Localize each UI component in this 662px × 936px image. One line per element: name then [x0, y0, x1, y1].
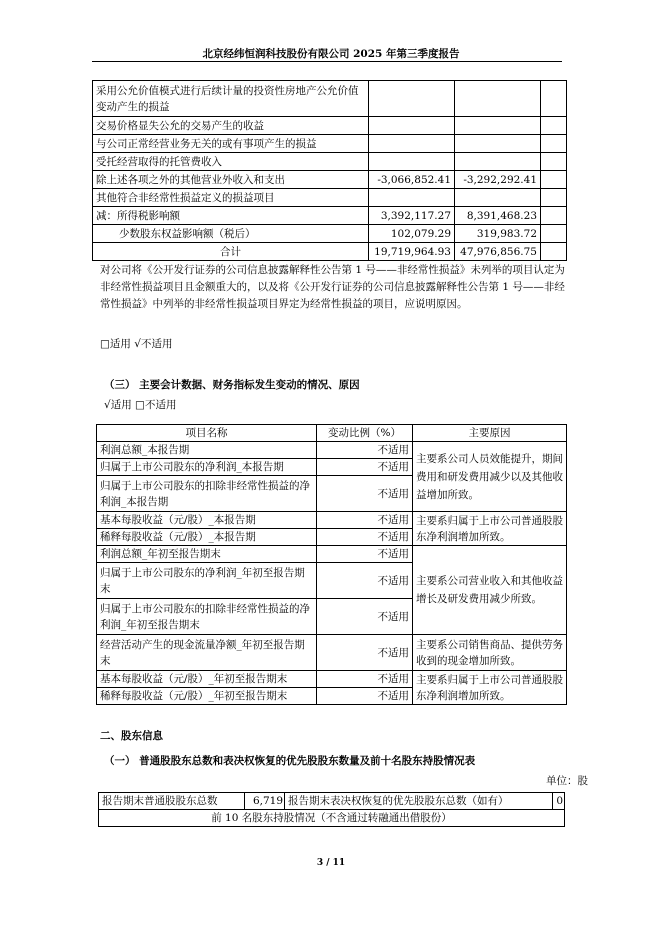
indicator-name: 利润总额_年初至报告期末 — [97, 546, 317, 563]
current-period-value — [369, 153, 455, 171]
indicator-name: 经营活动产生的现金流量净额_年初至报告期末 — [97, 635, 317, 671]
change-ratio: 不适用 — [317, 459, 413, 476]
current-period-value: 3,392,117.27 — [369, 207, 455, 225]
main-reason: 主要系归属于上市公司普通股股东净利润增加所致。 — [413, 512, 567, 546]
item-label: 其他符合非经常性损益定义的损益项目 — [93, 189, 369, 207]
item-note — [541, 243, 567, 261]
item-label: 采用公允价值模式进行后续计量的投资性房地产公允价值变动产生的损益 — [93, 81, 369, 117]
common-shareholders-label: 报告期末普通股股东总数 — [99, 793, 245, 810]
main-reason: 主要系公司销售商品、提供劳务收到的现金增加所致。 — [413, 635, 567, 671]
ytd-value — [455, 189, 541, 207]
change-ratio: 不适用 — [317, 635, 413, 671]
table-row — [99, 810, 565, 827]
common-shareholders-value: 6,719 — [245, 793, 285, 810]
key-indicator-change-table — [96, 424, 567, 705]
table-row — [93, 135, 567, 153]
page-header: 北京经纬恒润科技股份有限公司 2025 年第三季度报告 — [202, 48, 460, 60]
item-note — [541, 189, 567, 207]
indicator-name: 归属于上市公司股东的扣除非经常性损益的净利润_本报告期 — [97, 476, 317, 512]
ytd-value: -3,292,292.41 — [455, 171, 541, 189]
table-row — [99, 793, 565, 810]
table-row — [93, 189, 567, 207]
table-row — [93, 117, 567, 135]
indicator-name: 稀释每股收益（元/股）_本报告期 — [97, 529, 317, 546]
preferred-shareholders-value: 0 — [553, 793, 565, 810]
indicator-name: 归属于上市公司股东的净利润_年初至报告期末 — [97, 563, 317, 599]
table-row — [93, 171, 567, 189]
change-ratio: 不适用 — [317, 563, 413, 599]
header-item-name: 项目名称 — [97, 425, 317, 442]
ytd-value — [455, 81, 541, 117]
change-ratio: 不适用 — [317, 529, 413, 546]
table-row — [97, 512, 567, 529]
main-reason: 主要系归属于上市公司普通股股东净利润增加所致。 — [413, 671, 567, 705]
top10-shareholders-caption: 前 10 名股东持股情况（不含通过转融通出借股份） — [99, 810, 565, 827]
preferred-shareholders-label: 报告期末表决权恢复的优先股股东总数（如有） — [285, 793, 553, 810]
current-period-value: 19,719,964.93 — [369, 243, 455, 261]
item-label: 除上述各项之外的其他营业外收入和支出 — [93, 171, 369, 189]
ytd-value — [455, 135, 541, 153]
change-ratio: 不适用 — [317, 546, 413, 563]
item-note — [541, 117, 567, 135]
change-ratio: 不适用 — [317, 599, 413, 635]
total-label: 合计 — [93, 243, 369, 261]
table-header-row — [97, 425, 567, 442]
item-label: 交易价格显失公允的交易产生的收益 — [93, 117, 369, 135]
current-period-value — [369, 81, 455, 117]
main-reason: 主要系公司人员效能提升，期间费用和研发费用减少以及其他收益增加所致。 — [413, 442, 567, 512]
applicable-checkbox-2: √适用 □不适用 — [104, 399, 177, 411]
table-row — [97, 546, 567, 563]
current-period-value — [369, 117, 455, 135]
header-divider — [92, 61, 562, 62]
ytd-value: 47,976,856.75 — [455, 243, 541, 261]
item-label: 少数股东权益影响额（税后） — [93, 225, 369, 243]
item-note — [541, 207, 567, 225]
change-ratio: 不适用 — [317, 512, 413, 529]
ytd-value — [455, 153, 541, 171]
change-ratio: 不适用 — [317, 476, 413, 512]
table-row — [97, 671, 567, 688]
ytd-value: 319,983.72 — [455, 225, 541, 243]
item-note — [541, 153, 567, 171]
item-label: 受托经营取得的托管费收入 — [93, 153, 369, 171]
unit-label: 单位：股 — [546, 775, 588, 787]
non-recurring-items-table — [92, 80, 567, 261]
section-3-title: （三） 主要会计数据、财务指标发生变动的情况、原因 — [104, 379, 360, 391]
item-note — [541, 171, 567, 189]
explanation-paragraph: 对公司将《公开发行证券的公司信息披露解释性公告第 1 号——非经常性损益》未列举的项目认定为非经常性损益项目且金额重大的，以及将《公开发行证券的公司信息披露解释性公告第 1 号——非经常性损益》中列举的非经常性损益项目界定为经常性损益的项目，应说明原因。 — [100, 264, 565, 310]
shareholder-subsection-title: （一） 普通股股东总数和表决权恢复的优先股股东数量及前十名股东持股情况表 — [104, 755, 476, 767]
item-label: 与公司正常经营业务无关的或有事项产生的损益 — [93, 135, 369, 153]
item-note — [541, 225, 567, 243]
indicator-name: 利润总额_本报告期 — [97, 442, 317, 459]
shareholder-section-title: 二、股东信息 — [100, 730, 163, 742]
indicator-name: 稀释每股收益（元/股）_年初至报告期末 — [97, 688, 317, 705]
table-row — [93, 81, 567, 117]
table-row — [97, 442, 567, 459]
change-ratio: 不适用 — [317, 671, 413, 688]
indicator-name: 归属于上市公司股东的扣除非经常性损益的净利润_年初至报告期末 — [97, 599, 317, 635]
indicator-name: 归属于上市公司股东的净利润_本报告期 — [97, 459, 317, 476]
table-row — [93, 225, 567, 243]
indicator-name: 基本每股收益（元/股）_本报告期 — [97, 512, 317, 529]
header-main-reason: 主要原因 — [413, 425, 567, 442]
header-change-ratio: 变动比例（%） — [317, 425, 413, 442]
applicable-checkbox-1: □适用 √不适用 — [100, 338, 173, 350]
indicator-name: 基本每股收益（元/股）_年初至报告期末 — [97, 671, 317, 688]
page-number: 3 / 11 — [316, 858, 346, 868]
item-label: 减：所得税影响额 — [93, 207, 369, 225]
current-period-value — [369, 135, 455, 153]
item-note — [541, 135, 567, 153]
change-ratio: 不适用 — [317, 442, 413, 459]
current-period-value: -3,066,852.41 — [369, 171, 455, 189]
ytd-value — [455, 117, 541, 135]
current-period-value — [369, 189, 455, 207]
current-period-value: 102,079.29 — [369, 225, 455, 243]
table-row-total — [93, 243, 567, 261]
main-reason: 主要系公司营业收入和其他收益增长及研发费用减少所致。 — [413, 546, 567, 635]
item-note — [541, 81, 567, 117]
shareholder-summary-table — [98, 792, 565, 827]
table-row — [97, 635, 567, 671]
table-row — [93, 207, 567, 225]
table-row — [93, 153, 567, 171]
change-ratio: 不适用 — [317, 688, 413, 705]
ytd-value: 8,391,468.23 — [455, 207, 541, 225]
